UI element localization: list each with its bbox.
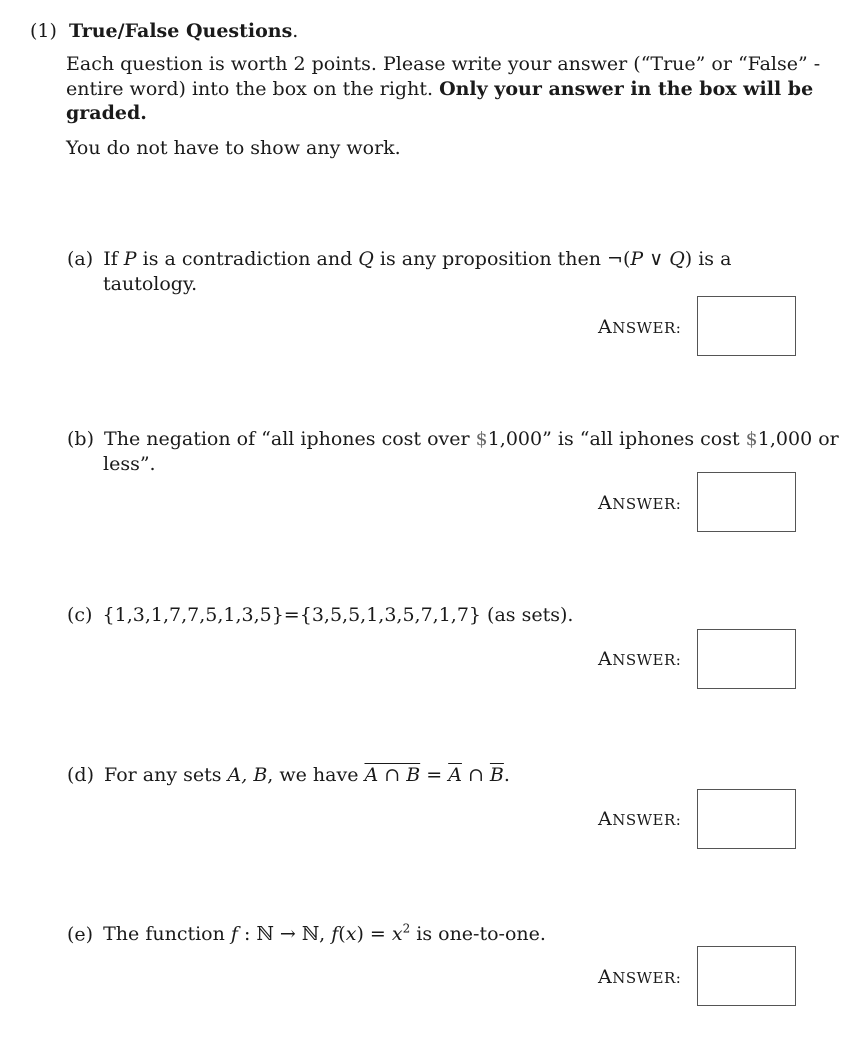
answer-label-a: ANSWER: <box>598 316 682 338</box>
question-b <box>67 428 839 450</box>
question-e <box>67 922 546 945</box>
instructions-line-4: You do not have to show any work. <box>66 137 401 159</box>
question-d-label: (d) <box>67 764 94 786</box>
question-a-line-2: tautology. <box>103 273 198 295</box>
instructions-line-3: graded. <box>66 102 147 124</box>
question-d <box>67 764 510 786</box>
complement-union: A ∩ B <box>364 764 421 786</box>
question-c-label: (c) <box>67 604 93 626</box>
question-e-label: (e) <box>67 923 94 946</box>
answer-box-e[interactable] <box>697 946 796 1006</box>
instructions-line-2-plain: entire word) into the box on the right. <box>66 78 434 100</box>
question-a-text: If P is a contradiction and Q is any proposition then ¬(P ∨ Q) is a <box>103 248 732 270</box>
answer-box-b[interactable] <box>697 472 796 532</box>
answer-box-c[interactable] <box>697 629 796 689</box>
question-b-label: (b) <box>67 428 94 450</box>
answer-box-a[interactable] <box>697 296 796 356</box>
answer-label-d: ANSWER: <box>598 808 682 830</box>
instructions-line-1: Each question is worth 2 points. Please write your answer (“True” or “False” - <box>66 53 821 75</box>
answer-label-b: ANSWER: <box>598 492 682 514</box>
title-period: . <box>292 20 299 42</box>
question-c-text: {1,3,1,7,7,5,1,3,5}={3,5,5,1,3,5,7,1,7} (as sets). <box>102 604 574 626</box>
question-b-text: The negation of “all iphones cost over $1,000” is “all iphones cost $1,000 or <box>104 428 839 450</box>
question-e-text: The function f : ℕ → ℕ, $f(x) = x^2$ is one-to-one. <box>103 922 546 946</box>
question-a-label: (a) <box>67 248 94 270</box>
answer-label-e: ANSWER: <box>598 966 682 988</box>
problem-number: (1) <box>30 20 57 42</box>
instructions-line-2 <box>66 78 813 100</box>
complement-a: $\overline{A}$ <box>448 764 462 786</box>
answer-label-c: ANSWER: <box>598 648 682 670</box>
question-c <box>67 604 573 626</box>
question-b-line-2: less”. <box>103 453 156 475</box>
instructions-line-2-bold: Only your answer in the box will be <box>439 78 814 100</box>
answer-box-d[interactable] <box>697 789 796 849</box>
question-a <box>67 248 731 270</box>
problem-title: True/False Questions <box>68 20 293 42</box>
problem-heading <box>30 20 298 42</box>
question-d-text: For any sets A, B, we have A ∩ $B = \overline{A}$ ∩ $\overline{B}$. <box>104 764 510 786</box>
complement-b: $\overline{B}$ <box>489 764 504 786</box>
